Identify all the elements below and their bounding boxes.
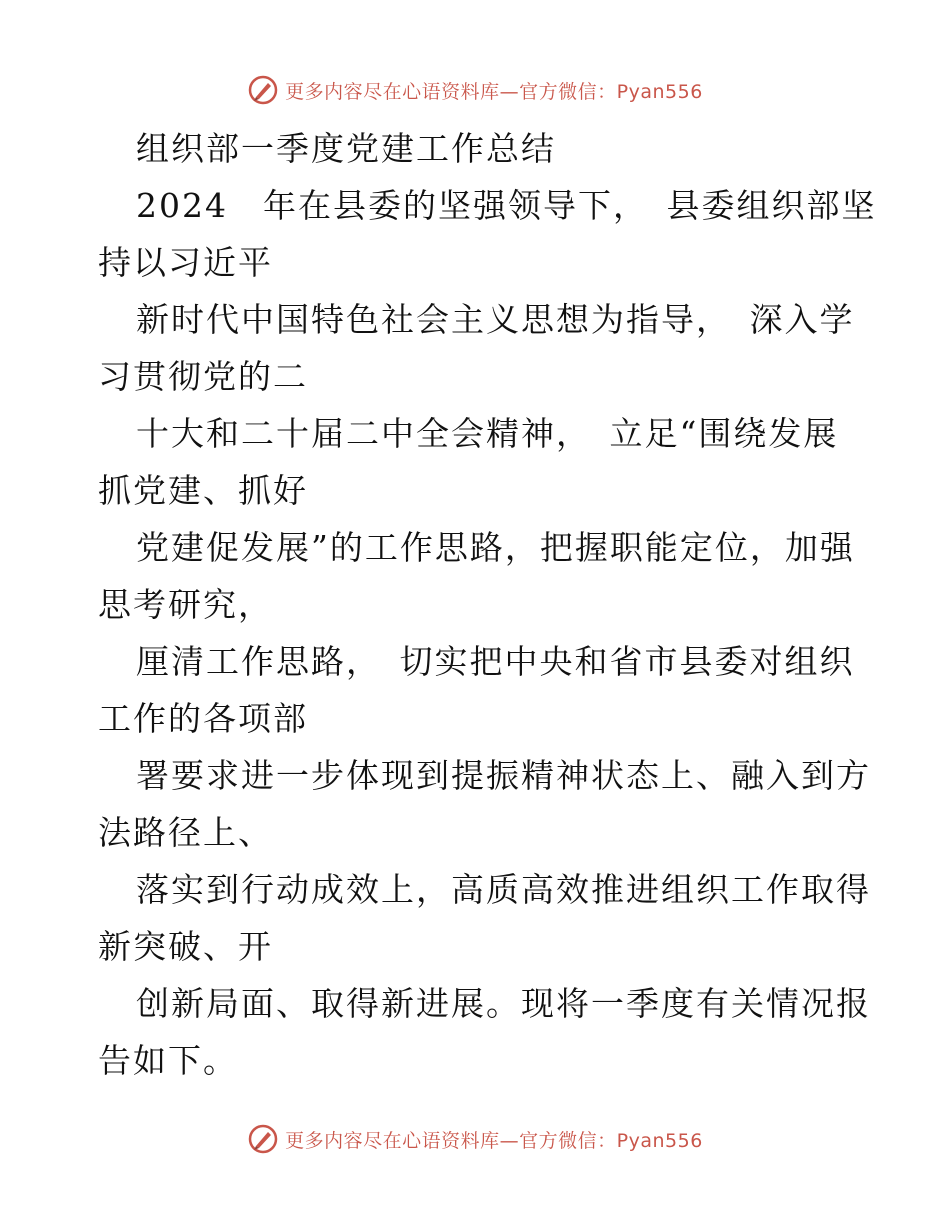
footer-watermark [0, 1119, 950, 1159]
paragraph-line: 思考研究， [98, 585, 273, 624]
paragraph-line: 新突破、开 [98, 927, 273, 966]
paragraph-line: 工作的各项部 [98, 699, 308, 738]
paragraph-line: 2024 年在县委的坚强领导下， 县委组织部坚 [136, 186, 877, 225]
paragraph-line: 告如下。 [98, 1041, 238, 1080]
header-watermark [0, 70, 950, 110]
paragraph-line: 抓党建、抓好 [98, 471, 308, 510]
paragraph-line: 创新局面、取得新进展。现将一季度有关情况报 [136, 984, 871, 1023]
watermark-text: 更多内容尽在心语资料库—官方微信：Pyan556 [285, 80, 703, 103]
watermark-text: 更多内容尽在心语资料库—官方微信：Pyan556 [285, 1129, 703, 1152]
paragraph-line: 厘清工作思路， 切实把中央和省市县委对组织 [136, 642, 855, 681]
paragraph-line: 十大和二十届二中全会精神， 立足“围绕发展 [136, 414, 839, 453]
document-body [98, 120, 877, 1089]
pen-logo-icon [247, 1123, 279, 1155]
paragraph-line: 落实到行动成效上，高质高效推进组织工作取得 [136, 870, 871, 909]
document-title: 组织部一季度党建工作总结 [136, 129, 556, 168]
paragraph-line: 党建促发展”的工作思路，把握职能定位，加强 [136, 528, 855, 567]
paragraph-line: 持以习近平 [98, 243, 273, 282]
paragraph-line: 习贯彻党的二 [98, 357, 308, 396]
pen-logo-icon [247, 74, 279, 106]
paragraph-line: 法路径上、 [98, 813, 273, 852]
paragraph-line: 署要求进一步体现到提振精神状态上、融入到方 [136, 756, 871, 795]
paragraph-line: 新时代中国特色社会主义思想为指导， 深入学 [136, 300, 855, 339]
